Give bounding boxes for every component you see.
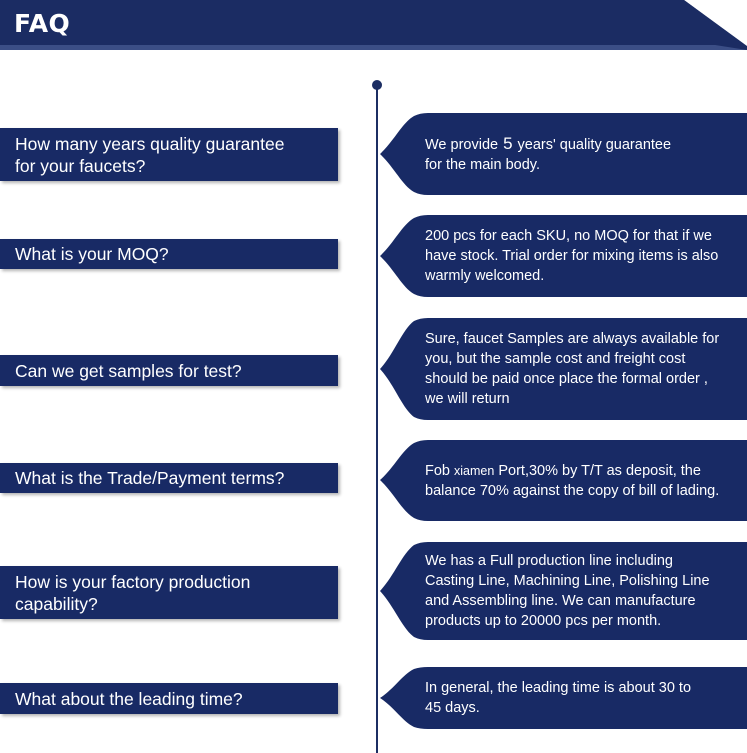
question-text: How is your factory production capability? xyxy=(15,571,251,614)
faq-answer-2 xyxy=(380,215,747,297)
answer-segment: Port,30% by T/T as deposit, the xyxy=(498,462,701,479)
question-text: Can we get samples for test? xyxy=(15,360,242,381)
faq-answer-3 xyxy=(380,318,747,420)
answer-line: In general, the leading time is about 30 to xyxy=(425,680,692,696)
answer-line: Sure, faucet Samples are always available for xyxy=(425,331,720,347)
question-text: What is the Trade/Payment terms? xyxy=(15,468,285,488)
answer-line: products up to 20000 pcs per month. xyxy=(425,613,662,629)
faq-question-4 xyxy=(0,463,338,493)
answer-line: 45 days. xyxy=(425,700,480,716)
answer-line xyxy=(425,134,741,155)
port-name: xiamen xyxy=(454,463,495,478)
answer-line: Casting Line, Machining Line, Polishing Line xyxy=(425,573,710,589)
answer-segment: We provide xyxy=(425,136,499,153)
faq-question-5 xyxy=(0,566,338,619)
answer-segment: years' quality guarantee xyxy=(517,136,672,153)
answer-segment: Fob xyxy=(425,462,450,479)
faq-answer-5 xyxy=(380,542,747,640)
faq-question-6 xyxy=(0,683,338,714)
guarantee-years: 5 xyxy=(503,133,513,153)
faq-question-3 xyxy=(0,355,338,386)
answer-line: warmly welcomed. xyxy=(425,268,545,284)
answer-line: 200 pcs for each SKU, no MOQ for that if we xyxy=(425,228,712,244)
answer-line: have stock. Trial order for mixing items is also xyxy=(425,248,719,264)
question-text: What is your MOQ? xyxy=(15,244,169,264)
faq-answer-4 xyxy=(380,440,747,521)
answer-line: We has a Full production line including xyxy=(425,553,673,569)
question-text: What about the leading time? xyxy=(15,688,243,709)
faq-answer-6 xyxy=(380,667,747,729)
faq-question-2 xyxy=(0,239,338,269)
answer-line: we will return xyxy=(425,391,510,407)
answer-line: balance 70% against the copy of bill of lading. xyxy=(425,482,720,499)
faq-answer-1 xyxy=(380,113,747,195)
question-text: How many years quality guarantee for your faucets? xyxy=(15,133,285,176)
faq-question-1 xyxy=(0,128,338,181)
answer-line: should be paid once place the formal order , xyxy=(425,371,708,387)
answer-line: and Assembling line. We can manufacture xyxy=(425,593,696,609)
timeline-line xyxy=(376,86,378,753)
header-banner xyxy=(0,0,747,50)
page-title: FAQ xyxy=(14,9,71,38)
answer-line: you, but the sample cost and freight cost xyxy=(425,351,686,367)
answer-line: for the main body. xyxy=(425,156,540,173)
answer-line xyxy=(425,461,741,481)
